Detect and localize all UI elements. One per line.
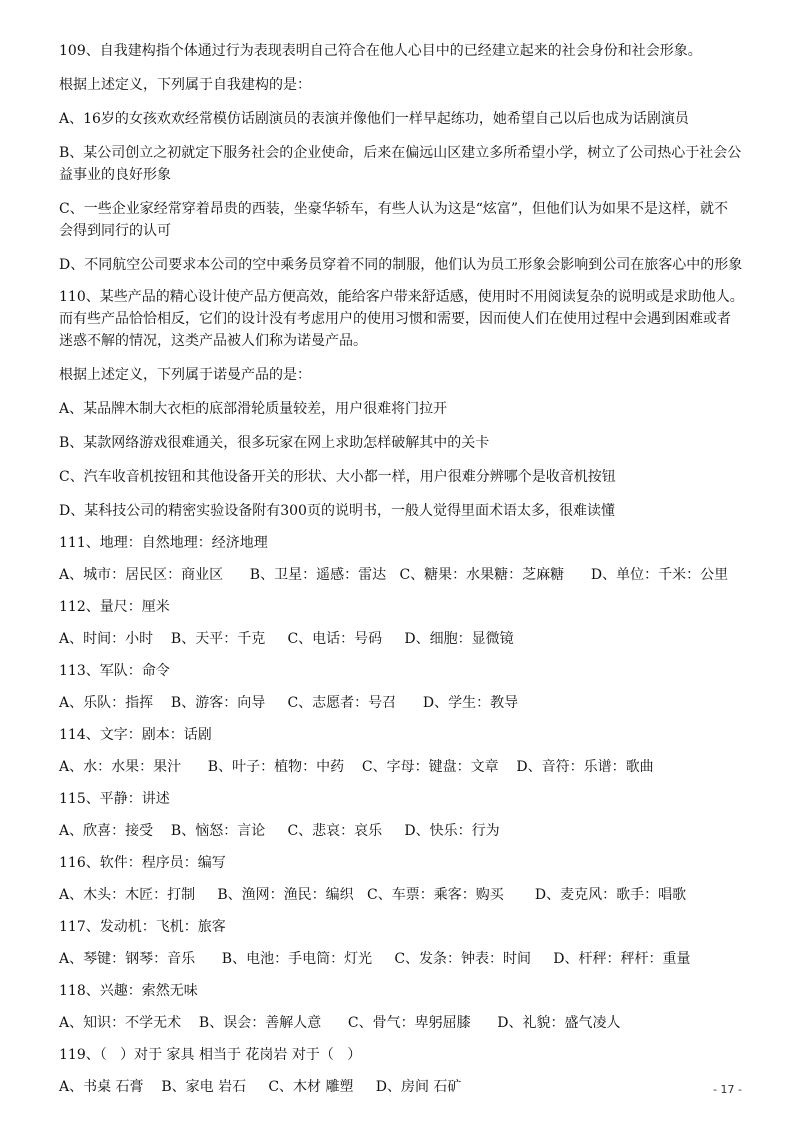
- q110-option-d: D、某科技公司的精密实验设备附有300页的说明书，一般人觉得里面术语太多，很难读懂: [59, 503, 615, 519]
- q110-prompt: 根据上述定义，下列属于诺曼产品的是：: [59, 367, 311, 383]
- q109-option-b-line2: 益事业的良好形象: [59, 167, 171, 183]
- q118-options: A、知识：不学无术 B、误会：善解人意 C、骨气：卑躬屈膝 D、礼貌：盛气凌人: [59, 1015, 621, 1031]
- q119-stem: 119、（ ）对于 家具 相当于 花岗岩 对于（ ）: [59, 1047, 362, 1063]
- q114-options: A、水：水果：果汁 B、叶子：植物：中药 C、字母：键盘：文章 D、音符：乐谱：歌曲: [59, 759, 654, 775]
- q110-stem: [59, 286, 749, 352]
- q119-options: A、书桌 石膏 B、家电 岩石 C、木材 雕塑 D、房间 石矿: [59, 1079, 462, 1095]
- q116-options: A、木头：木匠：打制 B、渔网：渔民：编织 C、车票：乘客：购买 D、麦克风：歌手：唱歌: [59, 887, 687, 903]
- q110-stem-line1: 110、某些产品的精心设计使产品方便高效，能给客户带来舒适感，使用时不用阅读复杂的说明或是求助他人。: [59, 289, 744, 305]
- q113-stem: 113、军队：命令: [59, 663, 170, 679]
- q110-option-a: A、某品牌木制大衣柜的底部滑轮质量较差，用户很难将门拉开: [59, 401, 448, 417]
- q109-option-c-line2: 会得到同行的认可: [59, 223, 171, 239]
- q113-options: A、乐队：指挥 B、游客：向导 C、志愿者：号召 D、学生：教导: [59, 695, 519, 711]
- q112-options: A、时间：小时 B、天平：千克 C、电话：号码 D、细胞：显微镜: [59, 631, 514, 647]
- q109-option-c-line1: C、一些企业家经常穿着昂贵的西装，坐豪华轿车，有些人认为这是“炫富”，但他们认为如果不是这样，就不: [59, 201, 729, 217]
- q110-option-b: B、某款网络游戏很难通关，很多玩家在网上求助怎样破解其中的关卡: [59, 435, 490, 451]
- q111-options: A、城市：居民区：商业区 B、卫星：遥感：雷达 C、糖果：水果糖：芝麻糖 D、单位：千米：公里: [59, 567, 729, 583]
- q109-prompt: 根据上述定义，下列属于自我建构的是：: [59, 77, 311, 93]
- q117-options: A、琴键：钢琴：音乐 B、电池：手电筒：灯光 C、发条：钟表：时间 D、杆秤：秤杆：重量: [59, 951, 691, 967]
- page-number: - 17 -: [713, 1083, 742, 1096]
- q109-option-c: [59, 198, 749, 242]
- q116-stem: 116、软件：程序员：编写: [59, 855, 226, 871]
- q115-stem: 115、平静：讲述: [59, 791, 170, 807]
- document-page: [59, 40, 749, 1098]
- q110-stem-line3: 迷惑不解的情况，这类产品被人们称为诺曼产品。: [59, 333, 367, 349]
- q110-stem-line2: 而有些产品恰恰相反，它们的设计没有考虑用户的使用习惯和需要，因而使人们在使用过程中会遇到困难或者: [59, 311, 731, 327]
- q110-option-c: C、汽车收音机按钮和其他设备开关的形状、大小都一样，用户很难分辨哪个是收音机按钮: [59, 469, 616, 485]
- q109-option-b: [59, 142, 749, 186]
- q112-stem: 112、量尺：厘米: [59, 599, 170, 615]
- q115-options: A、欣喜：接受 B、恼怒：言论 C、悲哀：哀乐 D、快乐：行为: [59, 823, 500, 839]
- q109-option-a: A、16岁的女孩欢欢经常模仿话剧演员的表演并像他们一样早起练功，她希望自己以后也成为话剧演员: [59, 111, 689, 127]
- q109-option-b-line1: B、某公司创立之初就定下服务社会的企业使命，后来在偏远山区建立多所希望小学，树立了公司热心于社会公: [59, 145, 742, 161]
- q117-stem: 117、发动机：飞机：旅客: [59, 919, 226, 935]
- q109-option-d: D、不同航空公司要求本公司的空中乘务员穿着不同的制服，他们认为员工形象会影响到公司在旅客心中的形象: [59, 257, 743, 273]
- q118-stem: 118、兴趣：索然无味: [59, 983, 198, 999]
- q109-stem: 109、自我建构指个体通过行为表现表明自己符合在他人心目中的已经建立起来的社会身份和社会形象。: [59, 43, 702, 59]
- q114-stem: 114、文字：剧本：话剧: [59, 727, 212, 743]
- q111-stem: 111、地理：自然地理：经济地理: [59, 535, 268, 551]
